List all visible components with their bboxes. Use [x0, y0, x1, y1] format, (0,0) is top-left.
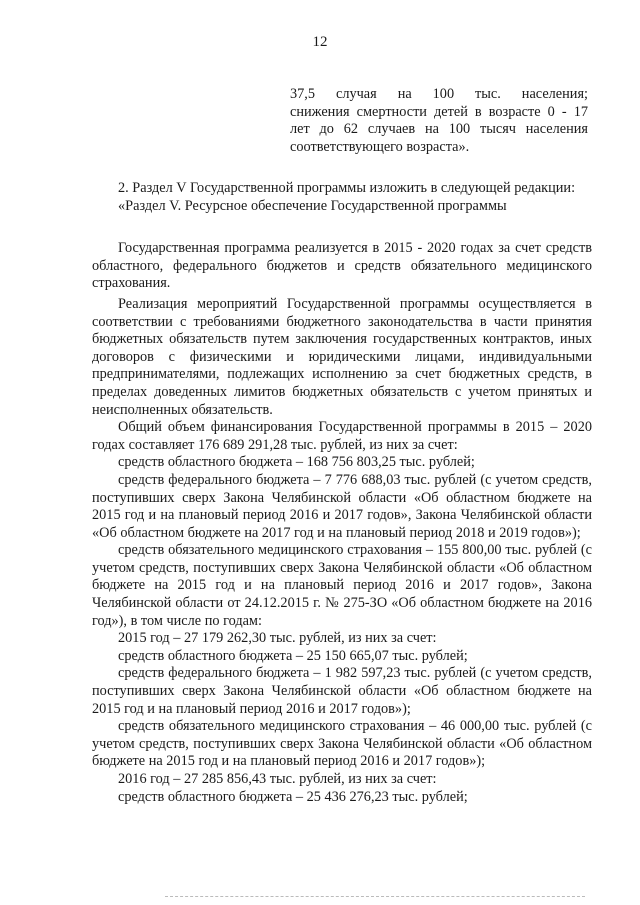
page-bottom-edge	[165, 896, 585, 897]
paragraph-2015-insurance: средств обязательного медицинского страхования – 46 000,00 тыс. рублей (с учетом средств, поступивших сверх Закона Челябинской области «Об областном бюджете на 2015 год и на плановый период 2016 и 2017 годов»);	[92, 718, 592, 770]
section-2-intro: 2. Раздел V Государственной программы изложить в следующей редакции:	[118, 180, 576, 196]
paragraph-regional-budget-total: средств областного бюджета – 168 756 803,25 тыс. рублей;	[118, 454, 475, 471]
quote-line: 37,5 случая на 100 тыс. населения;	[290, 86, 588, 102]
quote-line: снижения смертности детей в возрасте 0 - 17	[290, 103, 588, 120]
paragraph-year-2016: 2016 год – 27 285 856,43 тыс. рублей, из них за счет:	[118, 771, 437, 787]
paragraph-year-2015: 2015 год – 27 179 262,30 тыс. рублей, из них за счет:	[118, 630, 437, 647]
quoted-text-block	[290, 86, 588, 156]
page-number: 12	[312, 34, 328, 50]
paragraph-2015-regional: средств областного бюджета – 25 150 665,07 тыс. рублей;	[118, 647, 468, 664]
paragraph-2016-regional: средств областного бюджета – 25 436 276,23 тыс. рублей;	[118, 788, 468, 805]
paragraph-total-funding: Общий объем финансирования Государственной программы в 2015 – 2020 годах составляет 176 689 291,28 тыс. рублей, из них за счет:	[92, 419, 592, 453]
quote-line: соответствующего возраста».	[290, 138, 470, 155]
paragraph-federal-budget-total: средств федерального бюджета – 7 776 688,03 тыс. рублей (с учетом средств, поступивших сверх Закона Челябинской области «Об областном бюджете на 2015 год и на плановый период 2016 и 2017 годов», Закона Челябинской области «Об областном бюджете на 2017 год и на плановый период 2018 и 2019 годов»);	[92, 471, 592, 541]
document-body	[92, 180, 592, 806]
paragraph-program-period: Государственная программа реализуется в 2015 - 2020 годах за счет средств областного, федерального бюджетов и средств обязательного медицинского страхования.	[92, 240, 592, 292]
paragraph-insurance-total: средств обязательного медицинского страхования – 155 800,00 тыс. рублей (с учетом средств, поступивших сверх Закона Челябинской области «Об областном бюджете на 2015 год и на плановый период 2016 и 2017 годов», Закона Челябинской области от 24.12.2015 г. № 275-ЗО «Об областном бюджете на 2016 год»), в том числе по годам:	[92, 542, 592, 629]
section-heading: «Раздел V. Ресурсное обеспечение Государственной программы	[118, 197, 507, 214]
paragraph-2015-federal: средств федерального бюджета – 1 982 597,23 тыс. рублей (с учетом средств, поступивших сверх Закона Челябинской области «Об областном бюджете на 2015 год и на плановый период 2016 и 2017 годов»);	[92, 665, 592, 717]
quote-line: лет до 62 случаев на 100 тысяч населения	[290, 121, 588, 138]
paragraph-implementation: Реализация мероприятий Государственной программы осуществляется в соответствии с требованиями бюджетного законодательства в части принятия бюджетных обязательств путем заключения государственных контрактов, иных договоров с физическими и юридическими лицами, индивидуальными предпринимателями, подлежащих исполнению за счет бюджетных средств, в пределах доведенных лимитов бюджетных обязательств с учетом принятых и неисполненных обязательств.	[92, 295, 592, 418]
